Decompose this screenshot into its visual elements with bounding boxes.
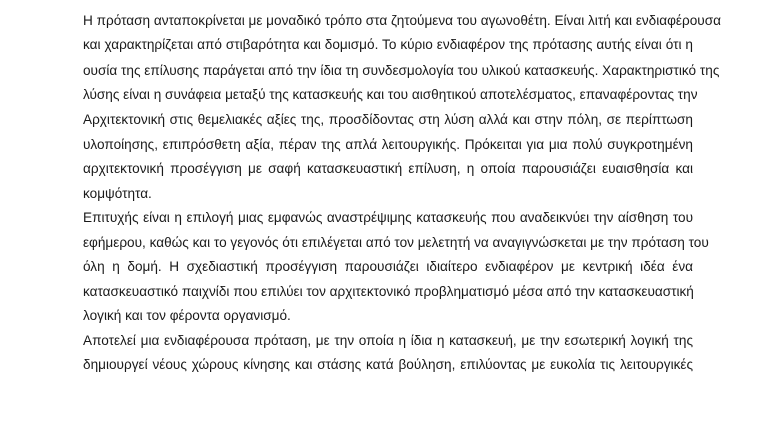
paragraph-1-line-7: αρχιτεκτονική προσέγγιση με σαφή κατασκευαστική επίλυση, η οποία παρουσιάζει ευαισθησία και xyxy=(83,161,693,176)
paragraph-3-line-1: Αποτελεί μια ενδιαφέρουσα πρόταση, με την οποία η ίδια η κατασκευή, με την εσωτερική λογική της xyxy=(83,333,693,348)
paragraph-2-line-4: κατασκευαστικό παιχνίδι που επιλύει τον αρχιτεκτονικό προβληματισμό μέσα από την κατασκευαστική xyxy=(83,284,694,299)
paragraph-2-line-1: Επιτυχής είναι η επιλογή μιας εμφανώς αναστρέψιμης κατασκευής που αναδεικνύει την αίσθηση του xyxy=(83,210,693,225)
paragraph-2-line-5: λογική και τον φέροντα οργανισμό. xyxy=(83,308,291,323)
paragraph-2-line-2: εφήμερου, καθώς και το γεγονός ότι επιλέγεται από τον μελετητή να αναγιγνώσκεται με την πρόταση του xyxy=(83,235,709,250)
paragraph-1-line-5: Αρχιτεκτονική στις θεμελιακές αξίες της, προσδίδοντας στη λύση αλλά και στην πόλη, σε περίπτωση xyxy=(83,112,693,127)
paragraph-3-line-2: δημιουργεί νέους χώρους κίνησης και στάσης κατά βούληση, επιλύοντας με ευκολία τις λειτουργικές xyxy=(83,357,693,372)
paragraph-2-line-3: όλη η δομή. Η σχεδιαστική προσέγγιση παρουσιάζει ιδιαίτερο ενδιαφέρον με κεντρική ιδέα ένα xyxy=(83,259,693,274)
paragraph-1-line-3: ουσία της επίλυσης παράγεται από την ίδια τη συνδεσμολογία του υλικού κατασκευής. Χαρακτηριστικό της xyxy=(83,63,720,78)
paragraph-1-line-2: και χαρακτηρίζεται από στιβαρότητα και δομισμό. Το κύριο ενδιαφέρον της πρότασης αυτής είναι ότι η xyxy=(83,37,693,52)
paragraph-1-line-4: λύσης είναι η συνάφεια μεταξύ της κατασκευής και του αισθητικού αποτελέσματος, επαναφέροντας την xyxy=(83,87,698,102)
paragraph-1-line-6: υλοποίησης, επιπρόσθετη αξία, πέραν της απλά λειτουργικής. Πρόκειται για μια πολύ συγκροτημένη xyxy=(83,137,693,152)
paragraph-1-line-8: κομψότητα. xyxy=(83,186,152,201)
paragraph-1-line-1: Η πρόταση ανταποκρίνεται με μοναδικό τρόπο στα ζητούμενα του αγωνοθέτη. Είναι λιτή και ενδιαφέρουσα xyxy=(83,13,721,28)
